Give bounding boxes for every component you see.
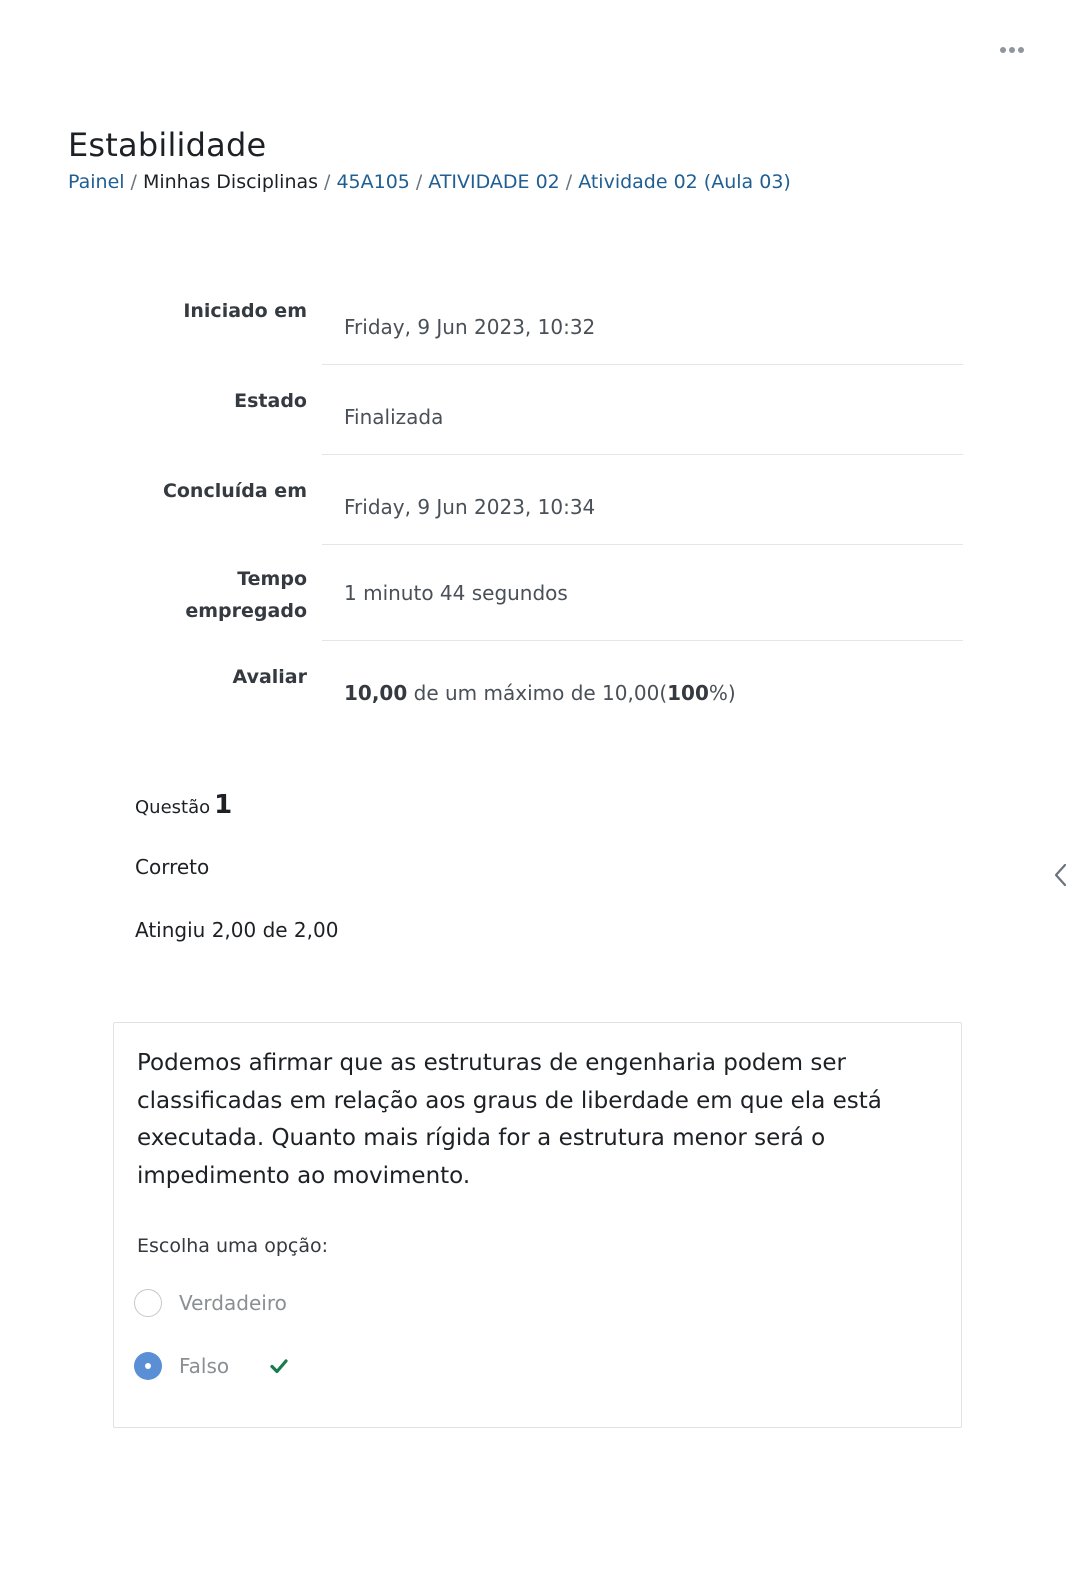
breadcrumb-painel[interactable]: Painel xyxy=(68,171,125,193)
summary-row-grade xyxy=(0,641,1079,731)
answer-option-label: Falso xyxy=(179,1354,230,1378)
breadcrumb-minhas-disciplinas: Minhas Disciplinas xyxy=(142,171,319,193)
question-content xyxy=(113,1022,962,1428)
answer-option-label: Verdadeiro xyxy=(179,1291,287,1315)
check-icon xyxy=(269,1356,289,1376)
question-grade: Atingiu 2,00 de 2,00 xyxy=(135,918,339,942)
breadcrumb-course[interactable]: 45A105 xyxy=(336,171,410,193)
summary-row-state xyxy=(0,365,1079,455)
summary-label-line1: Tempo xyxy=(237,568,307,590)
summary-value xyxy=(322,641,963,731)
summary-row-completed xyxy=(0,455,1079,545)
summary-value: Friday, 9 Jun 2023, 10:32 xyxy=(322,275,963,365)
breadcrumb-separator: / xyxy=(324,171,331,193)
breadcrumb-activity[interactable]: Atividade 02 (Aula 03) xyxy=(578,171,791,193)
radio-button-checked[interactable] xyxy=(134,1352,162,1380)
grade-suffix: %) xyxy=(708,681,736,705)
breadcrumb-separator: / xyxy=(415,171,423,193)
summary-value: Finalizada xyxy=(322,365,963,455)
summary-row-time xyxy=(0,545,1079,641)
radio-button-unchecked[interactable] xyxy=(134,1289,162,1317)
more-horizontal-icon-dot xyxy=(1018,47,1024,53)
more-options-button[interactable] xyxy=(996,38,1028,62)
answer-option-verdadeiro[interactable] xyxy=(134,1289,287,1317)
summary-label-line2: empregado xyxy=(185,600,307,622)
more-horizontal-icon xyxy=(1000,47,1006,53)
question-num: 1 xyxy=(214,790,233,820)
question-number xyxy=(135,790,232,820)
more-horizontal-icon-dot xyxy=(1009,47,1015,53)
breadcrumb-separator: / xyxy=(565,171,573,193)
question-prefix: Questão xyxy=(135,797,211,818)
breadcrumb-separator: / xyxy=(130,171,137,193)
question-info xyxy=(135,790,339,942)
summary-value: 1 minuto 44 segundos xyxy=(322,545,963,641)
grade-score: 10,00 xyxy=(344,681,408,705)
summary-label: Concluída em xyxy=(162,480,307,502)
question-state: Correto xyxy=(135,855,210,879)
question-text: Podemos afirmar que as estruturas de engenharia podem ser classificadas em relação aos graus de liberdade em que ela está executada. Quanto mais rígida for a estrutura menor será o impedimento ao movimento. xyxy=(137,1050,882,1189)
answer-option-falso[interactable] xyxy=(134,1352,289,1380)
answer-prompt: Escolha uma opção: xyxy=(137,1235,329,1257)
breadcrumb-section[interactable]: ATIVIDADE 02 xyxy=(428,171,560,193)
grade-middle: de um máximo de 10,00( xyxy=(407,681,668,705)
summary-value: Friday, 9 Jun 2023, 10:34 xyxy=(322,455,963,545)
grade-percent: 100 xyxy=(667,681,709,705)
attempt-summary xyxy=(0,275,1079,731)
breadcrumb xyxy=(68,171,791,193)
summary-label: Estado xyxy=(234,390,307,412)
drawer-toggle-button[interactable] xyxy=(1050,860,1072,890)
summary-row-started xyxy=(0,275,1079,365)
summary-label: Iniciado em xyxy=(183,300,307,322)
summary-label: Avaliar xyxy=(232,666,307,688)
page-title: Estabilidade xyxy=(68,126,267,164)
chevron-left-icon xyxy=(1050,860,1072,890)
summary-label xyxy=(0,545,307,641)
